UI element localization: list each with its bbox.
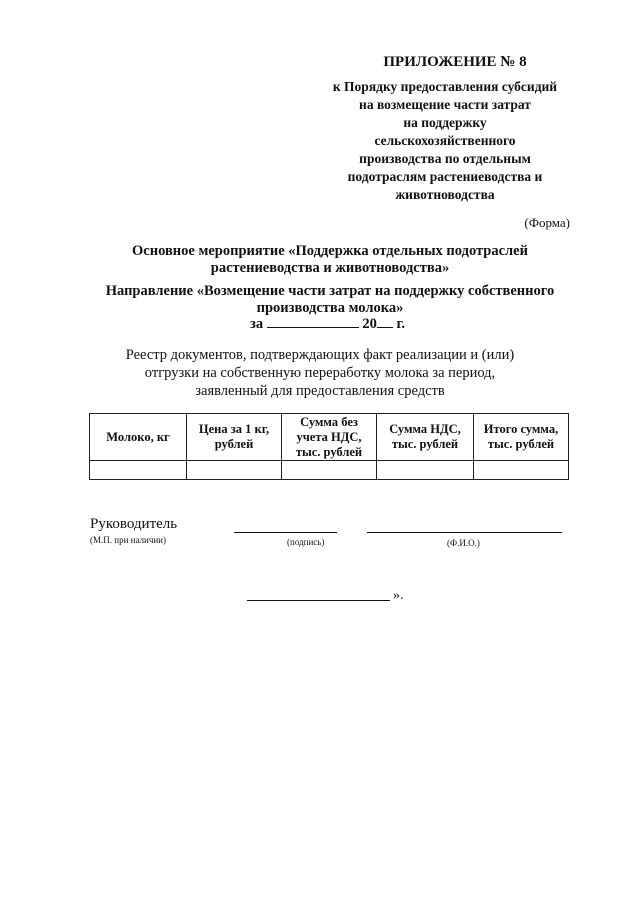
header-vat: Сумма НДС, тыс. рублей	[377, 414, 474, 461]
appendix-line: производства по отдельным	[359, 151, 531, 166]
appendix-line: на поддержку	[403, 115, 487, 130]
registry-title	[120, 346, 520, 400]
heading-measure: Основное мероприятие «Поддержка отдельных подотраслей растениеводства и животноводства»	[132, 243, 528, 276]
date-line[interactable]	[247, 600, 390, 601]
registry-line: заявленный для предоставления средств	[195, 383, 445, 399]
registry-line: отгрузки на собственную переработку молока за период,	[144, 365, 496, 381]
name-note: (Ф.И.О.)	[447, 538, 480, 548]
appendix-title: ПРИЛОЖЕНИЕ № 8	[383, 54, 527, 70]
period-blank	[267, 314, 359, 328]
period-year-blank	[377, 314, 393, 328]
cell-total[interactable]	[474, 461, 569, 480]
registry-line: Реестр документов, подтверждающих факт реализации и (или)	[125, 347, 515, 363]
appendix-line: сельскохозяйственного	[374, 133, 516, 148]
header-sum-no-vat: Сумма без учета НДС, тыс. рублей	[282, 414, 377, 461]
cell-price[interactable]	[187, 461, 282, 480]
cell-milk[interactable]	[90, 461, 187, 480]
signature-note: (подпись)	[287, 537, 325, 547]
period-year: 20	[362, 316, 377, 332]
form-label: (Форма)	[524, 215, 570, 230]
signature-label: Руководитель	[90, 516, 178, 532]
period-suffix: г.	[396, 316, 406, 332]
period-line	[250, 314, 405, 333]
period-prefix: за	[250, 316, 264, 332]
header-total: Итого сумма, тыс. рублей	[474, 414, 569, 461]
header-price: Цена за 1 кг, рублей	[187, 414, 282, 461]
cell-sum-no-vat[interactable]	[282, 461, 377, 480]
name-line[interactable]	[367, 532, 562, 533]
registry-table	[89, 413, 569, 480]
appendix-reference	[300, 78, 590, 204]
cell-vat[interactable]	[377, 461, 474, 480]
appendix-line: на возмещение части затрат	[359, 97, 531, 112]
table-header-row	[90, 414, 569, 461]
stamp-note: (М.П. при наличии)	[90, 535, 166, 545]
appendix-line: животноводства	[395, 187, 495, 202]
signature-line[interactable]	[234, 532, 337, 533]
table-row	[90, 461, 569, 480]
header-milk: Молоко, кг	[90, 414, 187, 461]
date-closing-quote: ».	[393, 588, 404, 603]
appendix-line: подотраслям растениеводства и	[347, 169, 543, 184]
appendix-line: к Порядку предоставления субсидий	[332, 79, 558, 94]
heading-direction: Направление «Возмещение части затрат на поддержку собственного производства молока»	[105, 283, 555, 316]
